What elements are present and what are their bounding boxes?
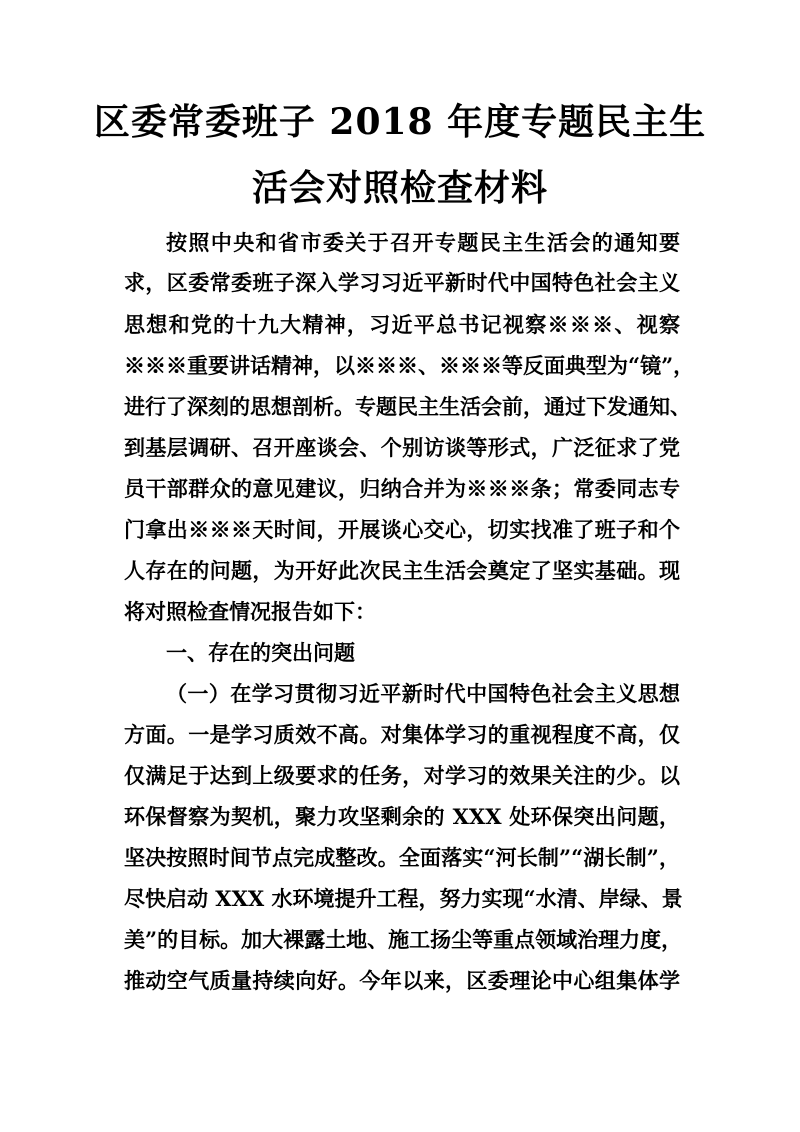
paragraph-line: 到基层调研、召开座谈会、个别访谈等形式，广泛征求了党 [124,435,680,460]
paragraph-line: （一）在学习贯彻习近平新时代中国特色社会主义思想 [166,681,680,706]
paragraph-line: 进行了深刻的思想剖析。专题民主生活会前，通过下发通知、 [124,394,691,419]
paragraph-line: 环保督察为契机，聚力攻坚剩余的 XXX 处环保突出问题， [124,804,680,829]
paragraph-line: 人存在的问题，为开好此次民主生活会奠定了坚实基础。现 [124,558,680,583]
paragraph-line: 按照中央和省市委关于召开专题民主生活会的通知要 [166,230,680,255]
paragraph-line: 推动空气质量持续向好。今年以来，区委理论中心组集体学 [124,968,680,993]
paragraph-line: 仅满足于达到上级要求的任务，对学习的效果关注的少。以 [124,763,680,788]
paragraph-line: 思想和党的十九大精神，习近平总书记视察※※※、视察 [124,312,680,337]
paragraph-line: 员干部群众的意见建议，归纳合并为※※※条；常委同志专 [124,476,680,501]
paragraph-line: 方面。一是学习质效不高。对集体学习的重视程度不高，仅 [124,722,680,747]
paragraph-line: 尽快启动 XXX 水环境提升工程，努力实现“水清、岸绿、景 [124,886,683,911]
section-heading: 一、存在的突出问题 [166,640,355,665]
document-title-line-2: 活会对照检查材料 [251,167,548,209]
paragraph-line: 美”的目标。加大裸露土地、施工扬尘等重点领域治理力度， [124,927,683,952]
paragraph-line: 门拿出※※※天时间，开展谈心交心，切实找准了班子和个 [124,517,680,542]
paragraph-line: 将对照检查情况报告如下： [124,599,376,624]
document-title-line-1: 区委常委班子 2018 年度专题民主生 [93,101,707,143]
paragraph-line: ※※※重要讲话精神，以※※※、※※※等反面典型为“镜”， [124,353,695,378]
paragraph-line: 坚决按照时间节点完成整改。全面落实“河长制”“湖长制”， [124,845,680,870]
paragraph-line: 求，区委常委班子深入学习习近平新时代中国特色社会主义 [124,270,680,295]
